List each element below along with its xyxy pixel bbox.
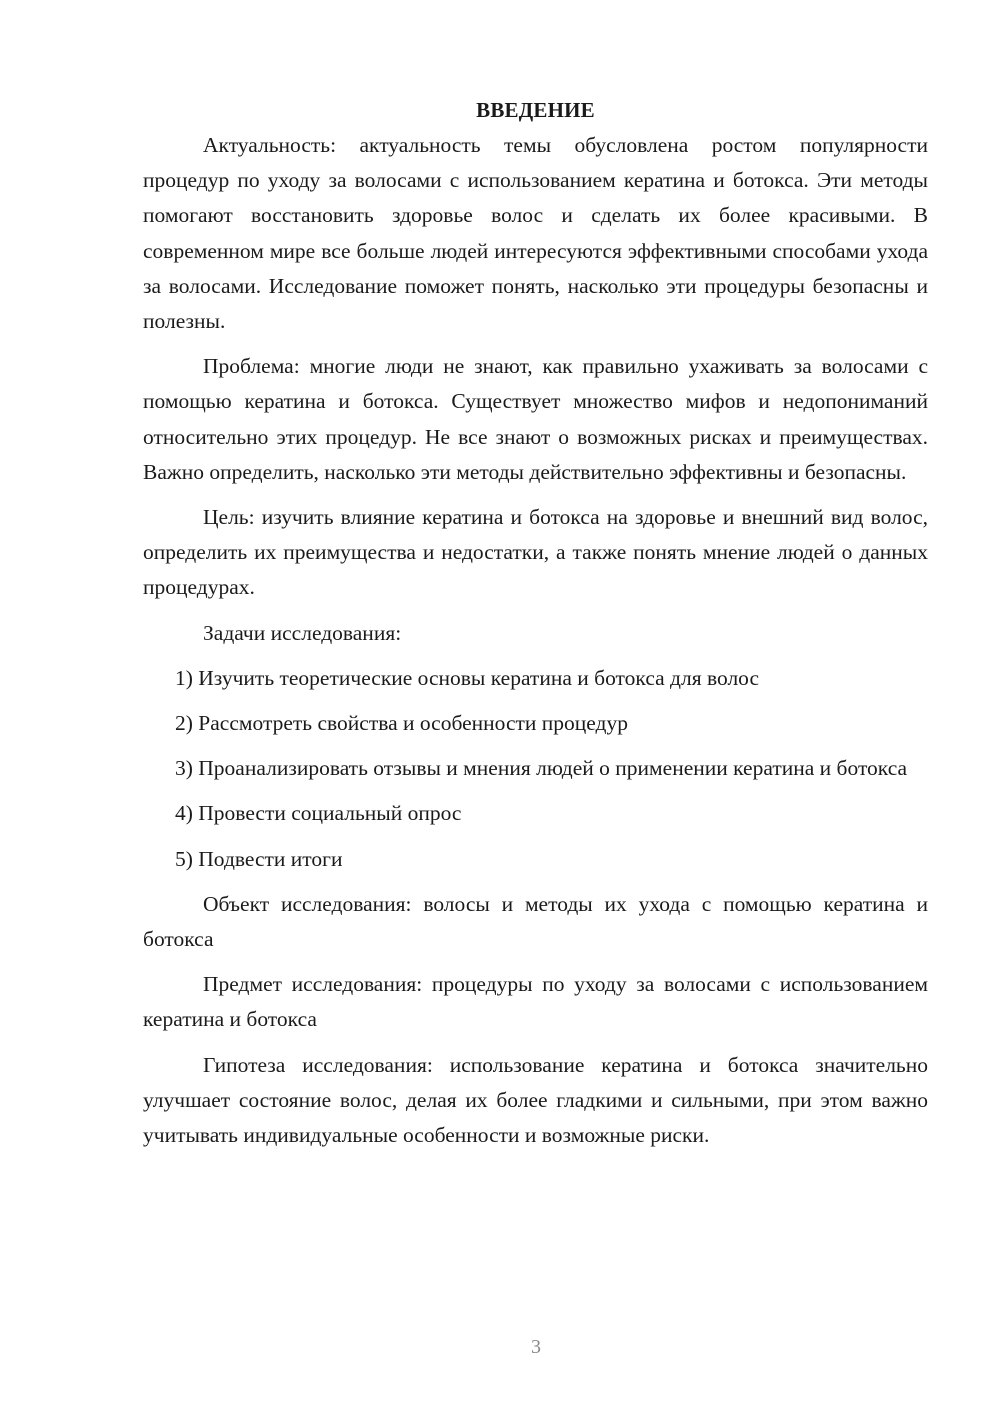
list-item: 1) Изучить теоретические основы кератина и ботокса для волос [175, 665, 759, 690]
paragraph-problem: Проблема: многие люди не знают, как правильно ухаживать за волосами с помощью кератина и ботокса. Существует множество мифов и недопониманий относительно этих процедур. Не все знают о возможных рисках и преимуществах. Важно определить, насколько эти методы действительно эффективны и безопасны. [143, 354, 928, 484]
tasks-label: Задачи исследования: [203, 620, 402, 645]
list-item: 2) Рассмотреть свойства и особенности процедур [175, 711, 628, 736]
paragraph-goal: Цель: изучить влияние кератина и ботокса на здоровье и внешний вид волос, определить их преимущества и недостатки, а также понять мнение людей о данных процедурах. [143, 505, 928, 600]
document-page [143, 93, 928, 1163]
list-item: 5) Подвести итоги [175, 846, 343, 871]
section-heading: ВВЕДЕНИЕ [476, 98, 595, 122]
list-item: 4) Провести социальный опрос [175, 801, 462, 826]
paragraph-hypothesis: Гипотеза исследования: использование кератина и ботокса значительно улучшает состояние волос, делая их более гладкими и сильными, при этом важно учитывать индивидуальные особенности и возможные риски. [143, 1052, 928, 1148]
paragraph-relevance: Актуальность: актуальность темы обусловлена ростом популярности процедур по уходу за волосами с использованием кератина и ботокса. Эти методы помогают восстановить здоровье волос и сделать их более красивыми. В современном мире все больше людей интересуются эффективными способами ухода за волосами. Исследование поможет понять, насколько эти процедуры безопасны и полезны. [143, 133, 928, 334]
list-item: 3) Проанализировать отзывы и мнения людей о применении кератина и ботокса [175, 756, 908, 781]
paragraph-object: Объект исследования: волосы и методы их ухода с помощью кератина и ботокса [143, 891, 928, 952]
paragraph-subject: Предмет исследования: процедуры по уходу за волосами с использованием кератина и ботокса [143, 972, 928, 1032]
tasks-list [143, 661, 928, 877]
page-number: 3 [531, 1336, 541, 1358]
